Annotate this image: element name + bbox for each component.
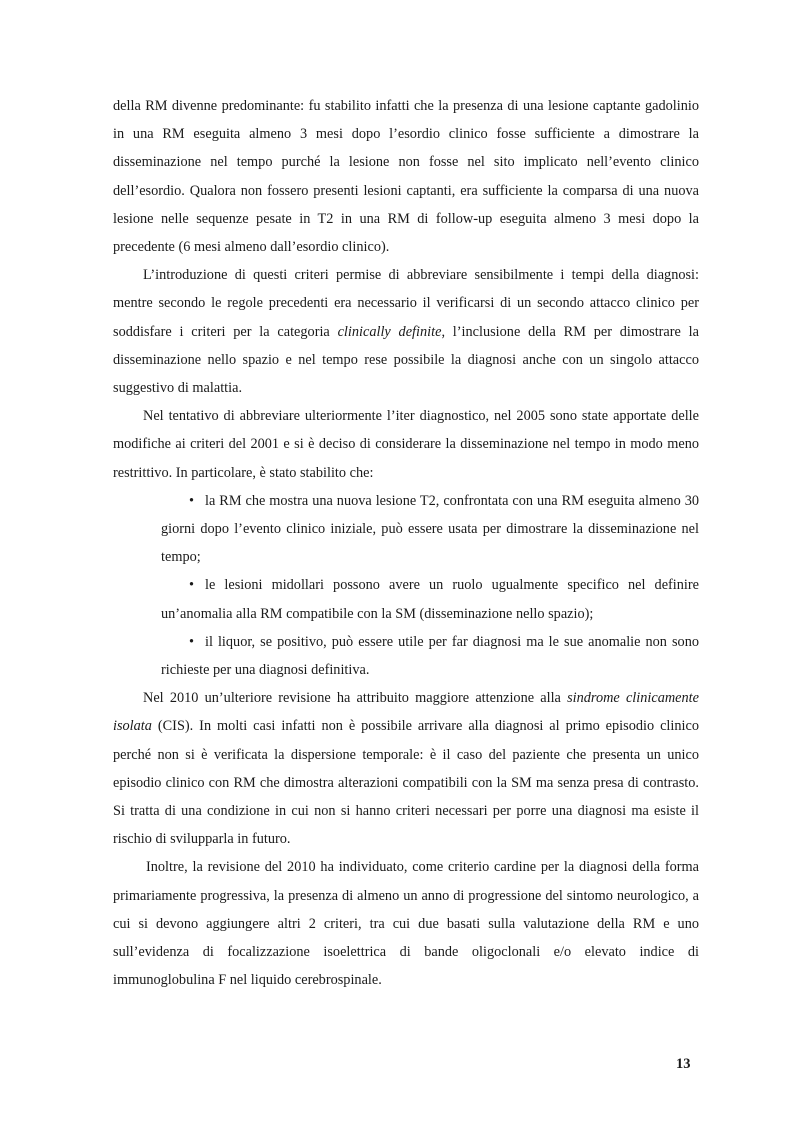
paragraph-text: , l’inclusione della RM per dimostrare la disseminazione nello spazio e nel tempo rese possibile la diagnosi anche con un singolo attacco suggestivo di malattia.: [113, 323, 699, 397]
list-item: [113, 571, 699, 627]
paragraph-forma-progressiva: Inoltre, la revisione del 2010 ha individuato, come criterio cardine per la diagnosi della forma primariamente progressiva, la presenza di almeno un anno di progressione del sintomo neurologico, a cui si devono aggiungere altri 2 criteri, tra cui due basati sulla valutazione della RM e uno sull’evidenza di focalizzazione isoelettrica di bande oligoclonali e/o elevato indice di immunoglobulina F nel liquido cerebrospinale.: [113, 859, 699, 989]
criteria-bullet-list: [113, 487, 699, 684]
list-item-text: la RM che mostra una nuova lesione T2, confrontata con una RM eseguita almeno 30 giorni dopo l’evento clinico iniziale, può essere usata per dimostrare la disseminazione nel tempo;: [161, 492, 699, 566]
italic-term-sindrome-clinicamente-isolata: sindrome clinicamente isolata: [113, 690, 699, 735]
paragraph-text: (CIS). In molti casi infatti non è possibile arrivare alla diagnosi al primo episodio clinico perché non si è verificata la dispersione temporale: è il caso del paziente che presenta un unico episodio clinico con RM che dimostra alterazioni compatibili con la SM ma senza presa di contrasto. Si tratta di una condizione in cui non si hanno criteri necessari per porre una diagnosi ma esiste il rischio di svilupparla in futuro.: [113, 718, 699, 848]
paragraph-rm-predominante: della RM divenne predominante: fu stabilito infatti che la presenza di una lesione captante gadolinio in una RM eseguita almeno 3 mesi dopo l’esordio clinico fosse sufficiente a dimostrare la disseminazione nel tempo purché la lesione non fosse nel sito implicato nell’evento clinico dell’esordio. Qualora non fossero presenti lesioni captanti, era sufficiente la comparsa di una nuova lesione nelle sequenze pesate in T2 in una RM di follow-up eseguita almeno 3 mesi dopo la precedente (6 mesi almeno dall’esordio clinico).: [113, 98, 699, 256]
bullet-icon: •: [189, 577, 195, 594]
page-number: 13: [676, 1056, 691, 1072]
paragraph-introduzione-criteri: [113, 261, 699, 402]
bullet-icon: •: [189, 633, 195, 650]
italic-term-clinically-definite: clinically definite: [337, 323, 442, 340]
paragraph-text: Nel 2010 un’ulteriore revisione ha attribuito maggiore attenzione alla: [143, 690, 568, 707]
list-item: [113, 487, 699, 572]
list-item-text: il liquor, se positivo, può essere utile per far diagnosi ma le sue anomalie non sono richieste per una diagnosi definitiva.: [161, 633, 699, 679]
paragraph-revisione-2005: Nel tentativo di abbreviare ulteriormente l’iter diagnostico, nel 2005 sono state apportate delle modifiche ai criteri del 2001 e si è deciso di considerare la disseminazione nel tempo in modo meno restrittivo. In particolare, è stato stabilito che:: [113, 408, 699, 481]
document-page: [113, 92, 699, 995]
list-item: [113, 628, 699, 684]
paragraph-revisione-2010: [113, 684, 699, 853]
bullet-icon: •: [189, 492, 195, 509]
paragraph-text: L’introduzione di questi criteri permise di abbreviare sensibilmente i tempi della diagnosi: mentre secondo le regole precedenti era necessario il verificarsi di un secondo attacco clinico per soddisfare i criteri per la categoria: [113, 267, 699, 340]
list-item-text: le lesioni midollari possono avere un ruolo ugualmente specifico nel definire un’anomalia alla RM compatibile con la SM (disseminazione nello spazio);: [161, 577, 699, 622]
